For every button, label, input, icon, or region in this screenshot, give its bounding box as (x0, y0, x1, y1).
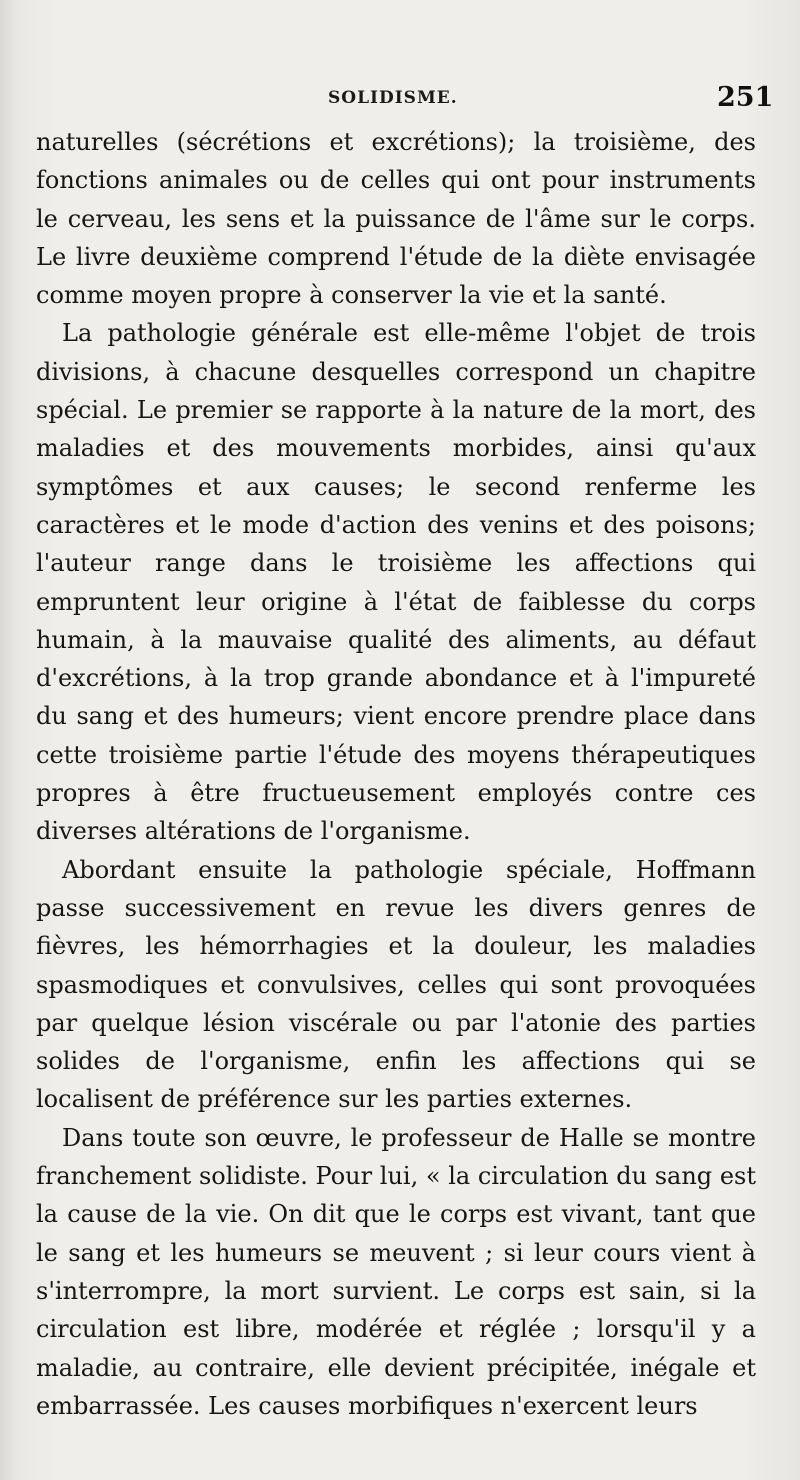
paragraph-3: Abordant ensuite la pathologie spéciale, Hoffmann passe successivement en revue les divers genres de fièvres, les hémorrhagies et la douleur, les maladies spasmodiques et convulsives, celles qui sont provoquées par quelque lésion viscérale ou par l'atonie des parties solides de l'organisme, enfin les affections qui se localisent de préférence sur les parties externes. (36, 855, 756, 1114)
body-text (36, 123, 756, 1425)
paragraph-4: Dans toute son œuvre, le professeur de Halle se montre franchement solidiste. Pour lui, « la circulation du sang est la cause de la vie. On dit que le corps est vivant, tant que le sang et les humeurs se meuvent ; si leur cours vient à s'interrompre, la mort survient. Le corps est sain, si la circulation est libre, modérée et réglée ; lorsqu'il y a maladie, au contraire, elle devient précipitée, inégale et embarrassée. Les causes morbifiques n'exercent leurs (36, 1123, 756, 1420)
running-title: SOLIDISME. (328, 88, 458, 108)
paragraph-1: naturelles (sécrétions et excrétions); la troisième, des fonctions animales ou de celles qui ont pour instruments le cerveau, les sens et la puissance de l'âme sur le corps. Le livre deuxième comprend l'étude de la diète envisagée comme moyen propre à conserver la vie et la santé. (36, 128, 756, 310)
page-header (0, 80, 800, 120)
paragraph-2: La pathologie générale est elle-même l'objet de trois divisions, à chacune desquelles correspond un chapitre spécial. Le premier se rapporte à la nature de la mort, des maladies et des mouvements morbides, ainsi qu'aux symptômes et aux causes; le second renferme les caractères et le mode d'action des venins et des poisons; l'auteur range dans le troisième les affections qui empruntent leur origine à l'état de faiblesse du corps humain, à la mauvaise qualité des aliments, au défaut d'excrétions, à la trop grande abondance et à l'impureté du sang et des humeurs; vient encore prendre place dans cette troisième partie l'étude des moyens thérapeutiques propres à être fructueusement employés contre ces diverses altérations de l'organisme. (36, 319, 756, 846)
page-number: 251 (717, 82, 774, 113)
